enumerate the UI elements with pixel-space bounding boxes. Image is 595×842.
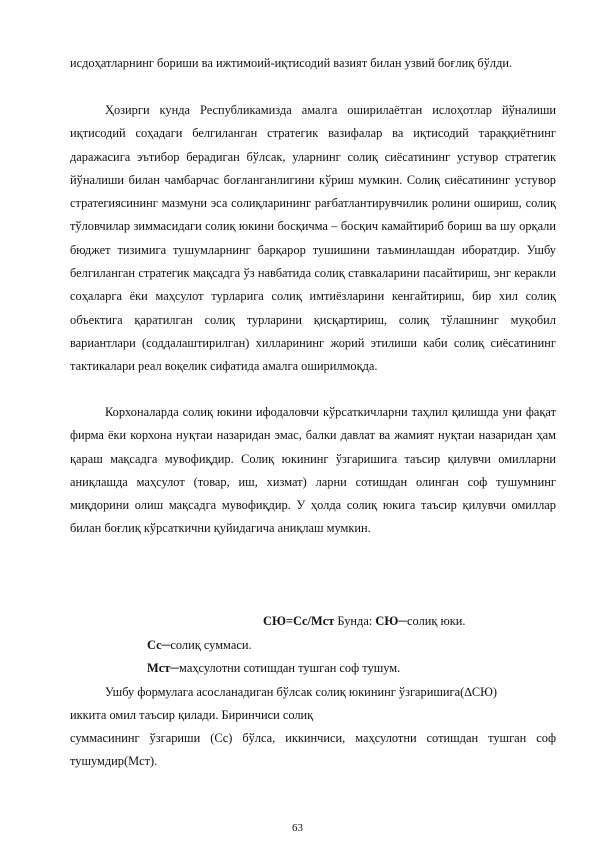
paragraph-reforms: Ҳозирги кунда Республикамизда амалга оширилаётган ислоҳотлар йўналиши иқтисодий соҳадаги белгиланган стратегик вазифалар ва иқтисодий тараққиётнинг даражасига эътибор берадиган бўлсак, уларнинг солиқ сиёсатининг устувор стратегик йўналиши билан чамбарчас боғланганлигини кўриш мумкин. Солиқ сиёсатининг устувор стратегиясининг мазмуни эса солиқларининг рағбатлантирувчилик ролини ошириш, солиқ тўловчилар зиммасидаги солиқ юкини босқичма – босқич камайтириб бориш ва шу орқали бюджет тизимига тушумларнинг барқарор тушишини таъминлашдан иборатдир. Ушбу белгиланган стратегик мақсадга ўз навбатида солиқ ставкаларини пасайтириш, энг керакли соҳаларга ёки маҳсулот турларига солиқ имтиёзларини кенгайтириш, бир хил солиқ объектига қаратилган солиқ турларини қисқартириш, солиқ тўлашнинг муқобил вариантлари (соддалаштирилган) хилларининг жорий этилиши каби солиқ сиёсатининг тактикалари реал воқелик сифатида амалга оширилмоқда.	[70, 103, 556, 374]
formula-symbol-sy: СЮ	[375, 614, 399, 628]
definition-symbol: Мст	[147, 661, 171, 675]
formula-definition-sy: ─солиқ юки.	[398, 614, 466, 628]
definition-symbol: Сс	[147, 638, 162, 652]
definition-line-ss	[147, 634, 252, 657]
definition-text: ─солиқ суммаси.	[161, 638, 252, 652]
definition-line-mst	[147, 657, 400, 680]
formula-lead-text: Бунда:	[334, 614, 376, 628]
tail-line-2: иккита омил таъсир қилади. Биринчиси солиқ	[70, 708, 314, 722]
formula-line	[263, 610, 466, 633]
definition-text: ─маҳсулотни сотишдан тушган соф тушум.	[170, 661, 401, 675]
paragraph-tax-burden: Корхоналарда солиқ юкини ифодаловчи кўрсаткичларни таҳлил қилишда уни фақат фирма ёки корхона нуқтаи назаридан эмас, балки давлат ва жамият нуқтаи назаридан ҳам қараш мақсадга мувофиқдир. Солиқ юкининг ўзгаришига таъсир қилувчи омилларни аниқлашда маҳсулот (товар, иш, хизмат) ларни сотишдан олинган соф тушумнинг миқдорини олиш мақсадга мувофиқдир. У ҳолда солиқ юкига таъсир қилувчи омиллар билан боғлиқ кўрсаткични қуйидагича аниқлаш мумкин.	[70, 405, 556, 536]
page-number: 63	[292, 822, 303, 834]
paragraph-intro-end: исдоҳатларнинг бориши ва ижтимоий-иқтисодий вазият билан узвий боғлиқ бўлди.	[70, 56, 513, 70]
tail-line-1: Ушбу формулага асосланадиган бўлсак солиқ юкининг ўзгаришига(∆СЮ)	[105, 685, 497, 699]
formula-expression: СЮ=Сс/Мст	[263, 614, 335, 628]
paragraph-factors: суммасининг ўзгариши (Сс) бўлса, иккинчиси, маҳсулотни сотишдан тушган соф тушумдир(Мст).	[70, 731, 556, 769]
